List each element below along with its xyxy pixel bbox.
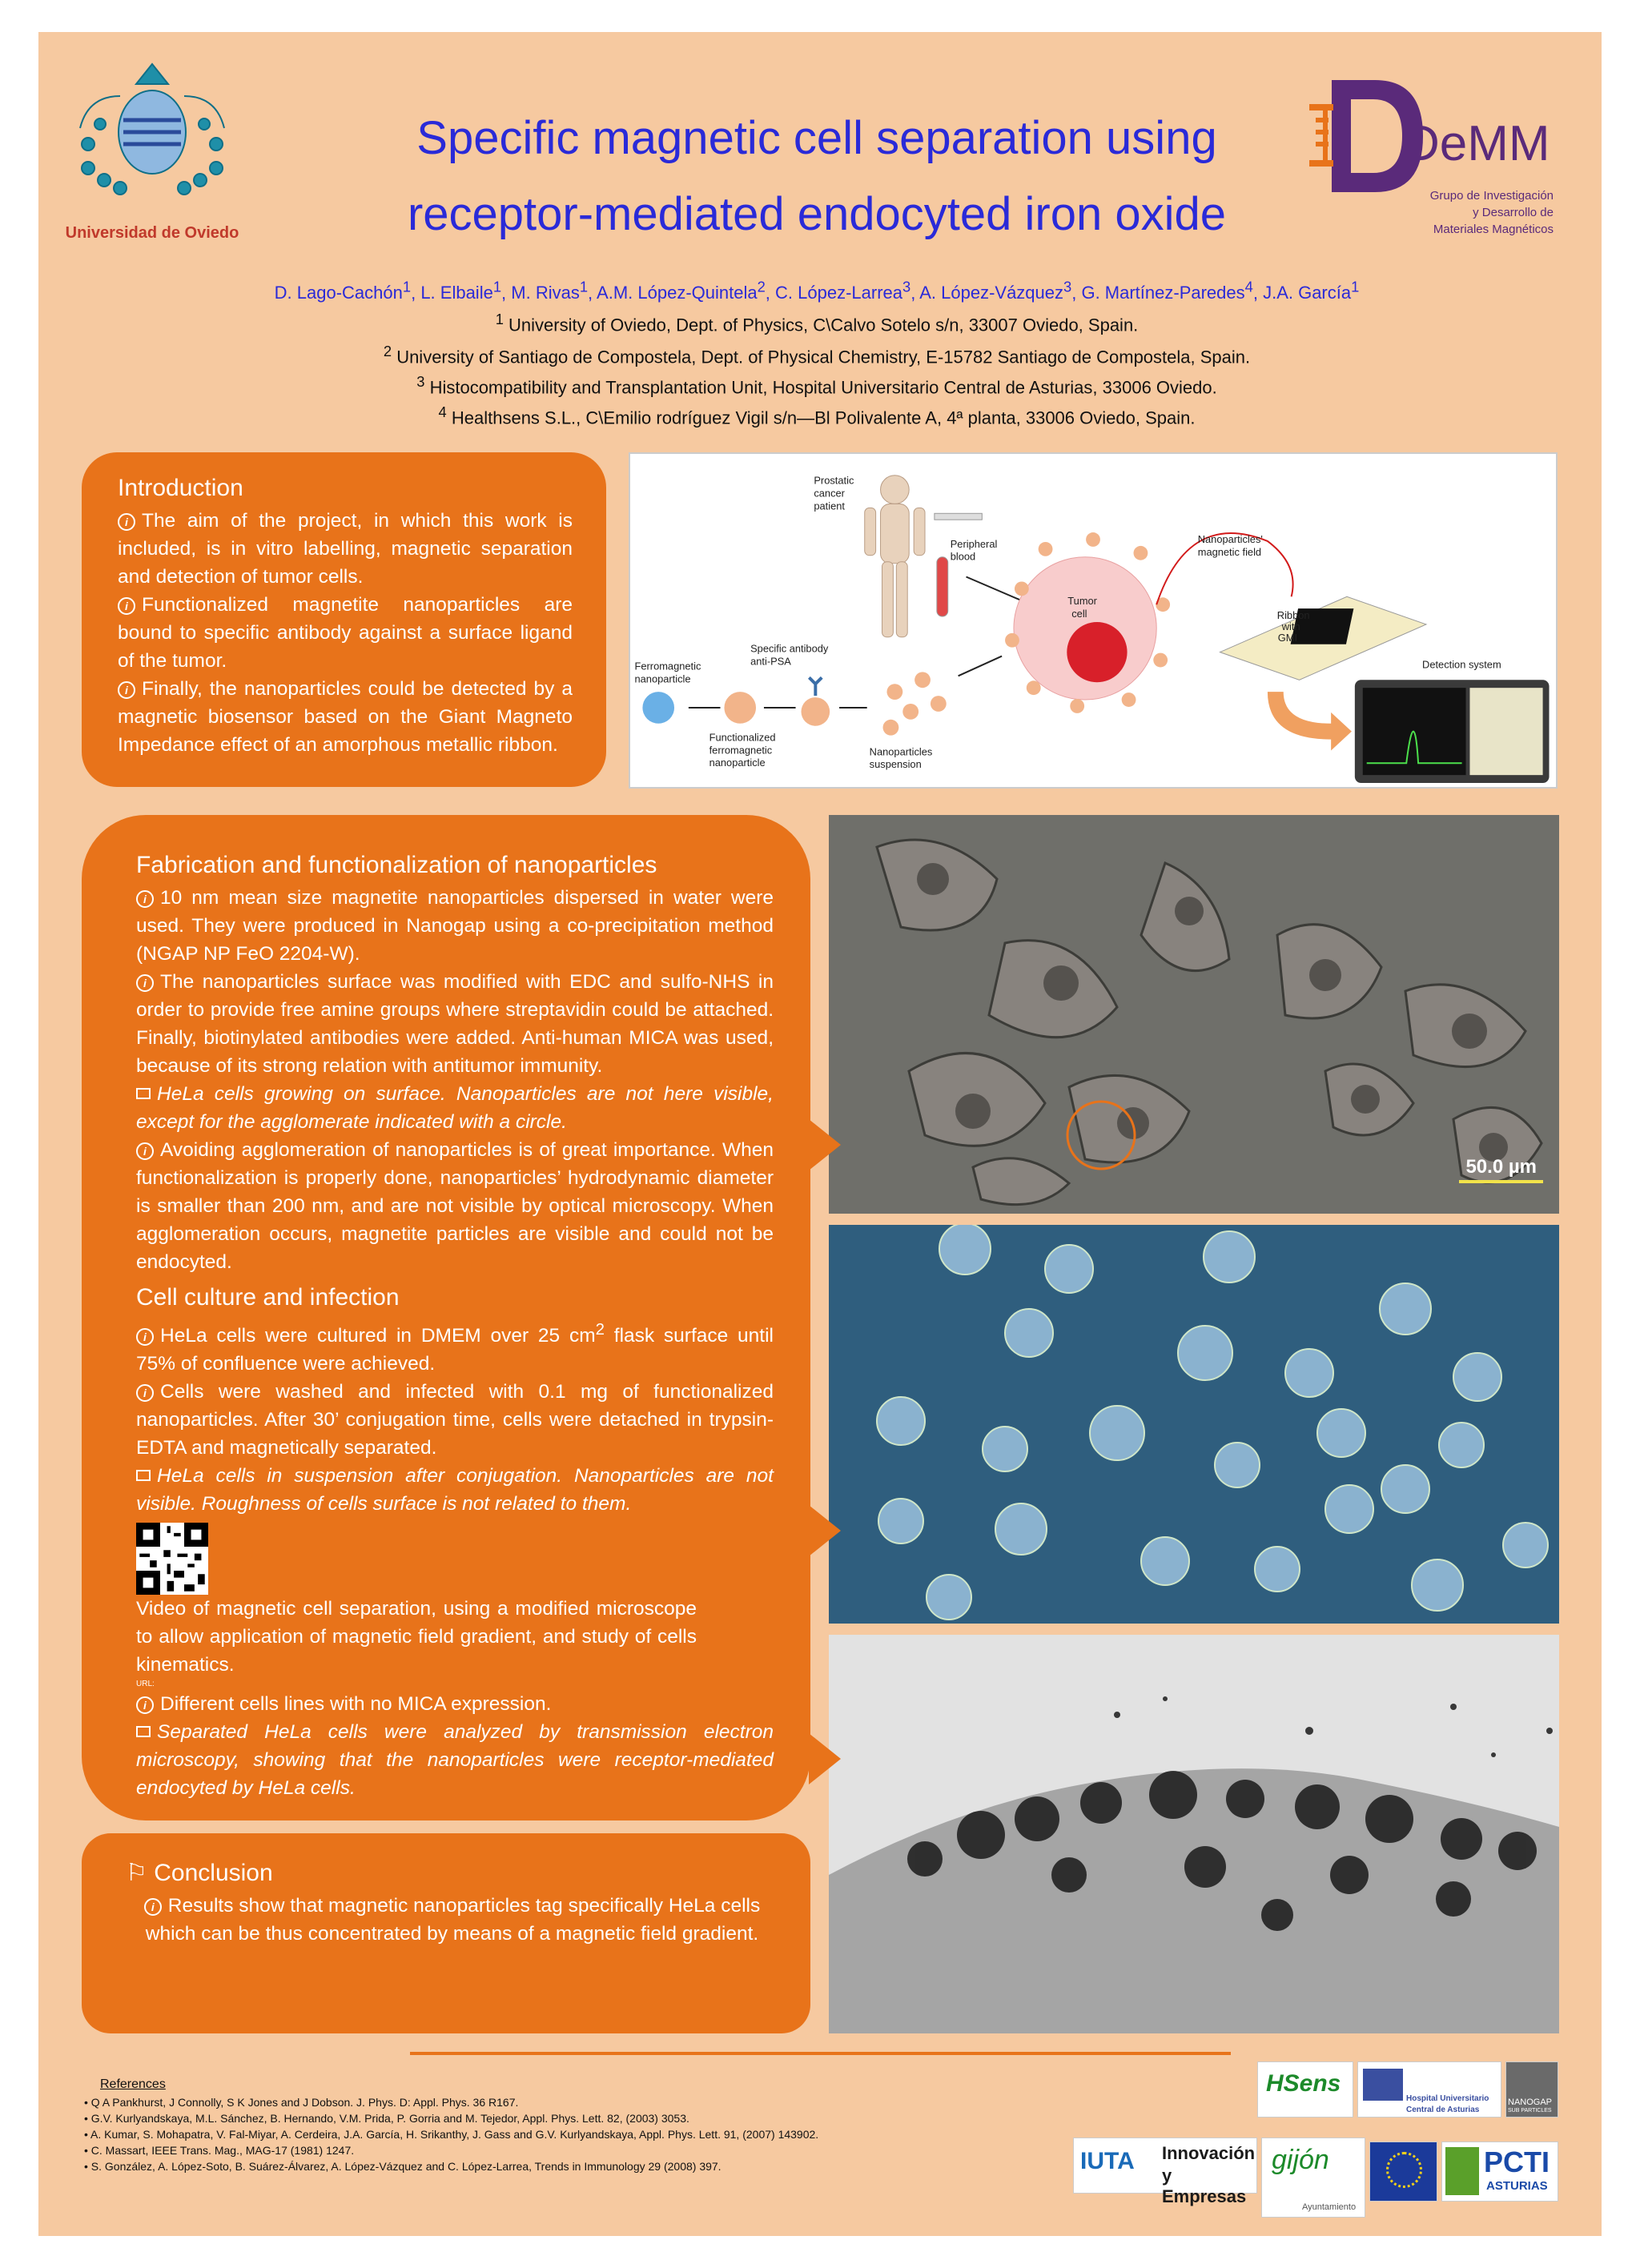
nanogap-logo: NANOGAP SUB PARTICLES (1505, 2061, 1558, 2117)
ribbon-label-1: Ribbon (1276, 609, 1310, 622)
author-name: A. López-Vázquez$^3$ (919, 279, 1072, 303)
fabrication-paragraph: i 10 nm mean size magnetite nanoparticles dispersed in water were used. They were produced in Nanogap using a co-precipitation method (NGAP NP FeO 2204-W). (136, 887, 774, 965)
suspension-label-2: suspension (869, 758, 922, 771)
ribbon-label-2: with (1281, 620, 1300, 632)
ferro-label-1: Ferromagnetic (634, 660, 701, 672)
tumor-label-1: Tumor (1067, 595, 1097, 608)
caption-arrow-2 (809, 1505, 841, 1556)
university-name: Universidad de Oviedo (65, 224, 239, 242)
video-description: Video of magnetic cell separation, using a modified microscope to allow application of magnetic field gradient, and study of cells kinematics. (136, 1598, 697, 1676)
author-list: D. Lago-Cachón$^1$, L. Elbaile$^1$, M. Rivas$^1$, A.M. López-Quintela$^2$, C. López-Larrea$^3$, A. López-Vázquez$^3$, G. Martínez-Paredes$^4$, J.A. García$^1$ (274, 279, 1360, 303)
functionalized-label-2: ferromagnetic (709, 744, 773, 757)
group-line-3: Materiales Magnéticos (1433, 223, 1554, 236)
poster-title (304, 100, 1329, 252)
hsens-logo: HSens (1257, 2061, 1353, 2117)
conclusion-heading: ⚐ Conclusion (126, 1860, 273, 1886)
process-diagram (629, 452, 1558, 789)
author-affiliation-number: 3 (1063, 279, 1072, 295)
author-affiliation-number: 3 (902, 279, 911, 295)
field-label-1: Nanoparticles' (1197, 532, 1263, 545)
group-description (1329, 187, 1554, 238)
author-affiliation-number: 1 (402, 279, 412, 295)
info-icon: i (136, 1328, 154, 1346)
syringe (935, 513, 982, 520)
author-name: A.M. López-Quintela$^2$ (597, 279, 766, 303)
demm-logo (1309, 72, 1574, 200)
sponsor-logos (1073, 2061, 1562, 2222)
figure-caption-1: HeLa cells growing on surface. Nanoparticles are not here visible, except for the agglomerate indicated with a circle. (136, 1083, 774, 1133)
reference-item: • G.V. Kurlyandskaya, M.L. Sánchez, B. Hernando, V.M. Prida, P. Gorria and M. Tejedor, Appl. Phys. Lett. 82, (2003) 3053. (84, 2110, 1205, 2126)
info-icon: i (136, 1696, 154, 1714)
culture-paragraph: i HeLa cells were cultured in DMEM over 25 $cm^2$ flask surface until 75% of confluence were achieved. (136, 1321, 774, 1375)
caption-arrow-3 (809, 1733, 841, 1784)
introduction-paragraph: i The aim of the project, in which this work is included, is in vitro labelling, magnetic separation and detection of tumor cells. (118, 510, 573, 588)
info-icon: i (118, 681, 135, 699)
group-line-1: Grupo de Investigación (1429, 189, 1554, 203)
caption-icon (136, 1088, 151, 1099)
diagram-arrow (967, 577, 1022, 601)
author-affiliation-number: 1 (1351, 279, 1360, 295)
blood-tube (937, 557, 948, 616)
nanoparticle-suspension (883, 672, 947, 735)
hospital-logo: Hospital Universitario Central de Asturias (1357, 2061, 1501, 2117)
figure-caption-3: Separated HeLa cells were analyzed by transmission electron microscopy, showing that the nanoparticles were receptor-mediated endocyted by HeLa cells. (136, 1721, 774, 1800)
tem-micrograph (829, 1635, 1559, 2033)
affiliation-4: $^4$ Healthsens S.L., C\Emilio rodríguez Vigil s/n—Bl Polivalente A, 4ª planta, 33006 Oviedo, Spain. (438, 403, 1196, 428)
references (84, 2077, 1205, 2174)
functionalized-nanoparticle (724, 692, 756, 724)
info-icon: i (144, 1898, 162, 1916)
author-name: C. López-Larrea$^3$ (775, 279, 911, 303)
author-name: L. Elbaile$^1$ (420, 279, 502, 303)
reference-item: • S. González, A. López-Soto, B. Suárez-Álvarez, A. López-Vázquez and C. López-Larrea, Trends in Immunology 29 (2008) 397. (84, 2158, 1205, 2174)
affiliation-3: $^3$ Histocompatibility and Transplantation Unit, Hospital Universitario Central de Asturias, 33006 Oviedo. (416, 373, 1217, 398)
info-icon: i (136, 1384, 154, 1402)
blood-label-2: blood (950, 550, 976, 563)
info-icon: i (118, 597, 135, 615)
antibody-nanoparticle (802, 697, 830, 726)
caption-icon (136, 1470, 151, 1481)
author-affiliation-number: 4 (1244, 279, 1253, 295)
conclusion-paragraph: i Results show that magnetic nanoparticles tag specifically HeLa cells which can be thus concentrated by means of a magnetic field gradient. (126, 1892, 778, 1948)
introduction-paragraph: i Functionalized magnetite nanoparticles are bound to specific antibody against a surface ligand of the tumor. (118, 594, 573, 672)
gijon-logo: gijón Ayuntamiento (1261, 2138, 1365, 2218)
patient-label-3: patient (814, 500, 845, 512)
scale-bar: 50.0 µm (1459, 1156, 1543, 1183)
title-line-1: Specific magnetic cell separation using (416, 112, 1217, 164)
qr-code-icon[interactable] (136, 1523, 208, 1595)
fabrication-box (82, 815, 810, 1820)
author-affiliation-number: 1 (579, 279, 589, 295)
flag-icon: ⚐ (126, 1860, 147, 1886)
detection-label: Detection system (1422, 658, 1501, 671)
detection-arrow (1268, 692, 1352, 750)
video-url-label: URL: (136, 1680, 155, 1689)
group-line-2: y Desarrollo de (1473, 206, 1554, 219)
patient-figure (865, 476, 925, 637)
author-name: G. Martínez-Paredes$^4$ (1081, 279, 1253, 303)
reference-item: • Q A Pankhurst, J Connolly, S K Jones and J Dobson. J. Phys. D: Appl. Phys. 36 R167. (84, 2094, 1205, 2110)
author-affiliation-number: 1 (492, 279, 502, 295)
antibody-icon (809, 677, 822, 696)
info-icon: i (118, 513, 135, 531)
introduction-paragraph: i Finally, the nanoparticles could be detected by a magnetic biosensor based on the Giant Magneto Impedance effect of an amorphous metallic ribbon. (118, 678, 573, 756)
antibody-label-1: Specific antibody (750, 642, 829, 655)
fabrication-paragraph: i Avoiding agglomeration of nanoparticles is of great importance. When functionalization is properly done, nanoparticles’ hydrodynamic diameter is smaller than 200 nm, and are not visible by optical microscopy. When agglomeration occurs, magnetite particles are visible and could not be endocyted. (136, 1139, 774, 1273)
affiliation-2: $^2$ University of Santiago de Compostela, Dept. of Physical Chemistry, E-15782 Santiago de Compostela, Spain. (383, 343, 1251, 367)
tumor-label-2: cell (1071, 608, 1087, 620)
video-block (136, 1523, 774, 1690)
fabrication-heading: Fabrication and functionalization of nanoparticles (136, 852, 657, 878)
title-line-2: receptor-mediated endocyted iron oxide (407, 188, 1227, 240)
figure-caption-2: HeLa cells in suspension after conjugation. Nanoparticles are not visible. Roughness of cells surface is not related to them. (136, 1465, 774, 1515)
info-icon: i (136, 974, 154, 992)
ferro-nanoparticle (642, 692, 674, 724)
author-name: D. Lago-Cachón$^1$ (274, 279, 412, 303)
functionalized-label-3: nanoparticle (709, 757, 766, 769)
pcti-asturias-logo: PCTI ASTURIAS (1441, 2142, 1558, 2202)
demm-logo-e: DeMM (1404, 116, 1550, 171)
hela-suspension-micrograph (829, 1225, 1559, 1624)
fabrication-paragraph: i The nanoparticles surface was modified with EDC and sulfo-NHS in order to provide free amine groups where streptavidin could be attached. Finally, biotinylated antibodies were added. Anti-human MICA was used, because of its strong relation with antitumor immunity. (136, 971, 774, 1077)
conclusion-box (82, 1833, 810, 2033)
patient-label-1: Prostatic (814, 474, 854, 487)
culture-paragraph: i Cells were washed and infected with 0.1 mg of functionalized nanoparticles. After 30’ conjugation time, cells were detached in trypsin-EDTA and magnetically separated. (136, 1381, 774, 1459)
ferro-label-2: nanoparticle (634, 672, 691, 685)
eu-flag-logo (1369, 2142, 1437, 2202)
tumor-nucleus (1067, 622, 1127, 682)
caption-arrow-1 (809, 1119, 841, 1170)
author-affiliation-number: 2 (757, 279, 766, 295)
reference-item: • A. Kumar, S. Mohapatra, V. Fal-Miyar, A. Cerdeira, J.A. García, H. Srikanthy, J. Gass and G.V. Kurlyandskaya, Appl. Phys. Lett. 91, (2007) 143902. (84, 2126, 1205, 2142)
ribbon-label-3: GMI (1277, 631, 1298, 644)
introduction-box (82, 452, 606, 787)
author-name: J.A. García$^1$ (1263, 279, 1360, 303)
info-icon: i (136, 1142, 154, 1160)
university-crest-logo (56, 48, 248, 240)
culture-paragraph: i Different cells lines with no MICA expression. (136, 1690, 774, 1718)
references-heading: References (100, 2077, 166, 2091)
affiliation-1: $^1$ University of Oviedo, Dept. of Physics, C\Calvo Sotelo s/n, 33007 Oviedo, Spain. (495, 311, 1139, 335)
antibody-label-2: anti-PSA (750, 655, 791, 668)
reference-item: • C. Massart, IEEE Trans. Mag., MAG-17 (1981) 1247. (84, 2142, 1205, 2158)
field-label-2: magnetic field (1197, 545, 1262, 558)
iuta-logo: IUTA Innovación y Empresas (1073, 2138, 1257, 2194)
footer-divider (410, 2052, 1231, 2055)
suspension-label-1: Nanoparticles (869, 745, 933, 758)
blood-label-1: Peripheral (950, 537, 998, 550)
hela-surface-micrograph (829, 815, 1559, 1214)
caption-icon (136, 1726, 151, 1737)
introduction-heading: Introduction (118, 475, 243, 501)
functionalized-label-1: Functionalized (709, 731, 776, 744)
info-icon: i (136, 890, 154, 908)
diagram-arrow (959, 656, 1002, 676)
culture-heading: Cell culture and infection (136, 1284, 400, 1311)
patient-label-2: cancer (814, 487, 845, 500)
author-name: M. Rivas$^1$ (511, 279, 589, 303)
